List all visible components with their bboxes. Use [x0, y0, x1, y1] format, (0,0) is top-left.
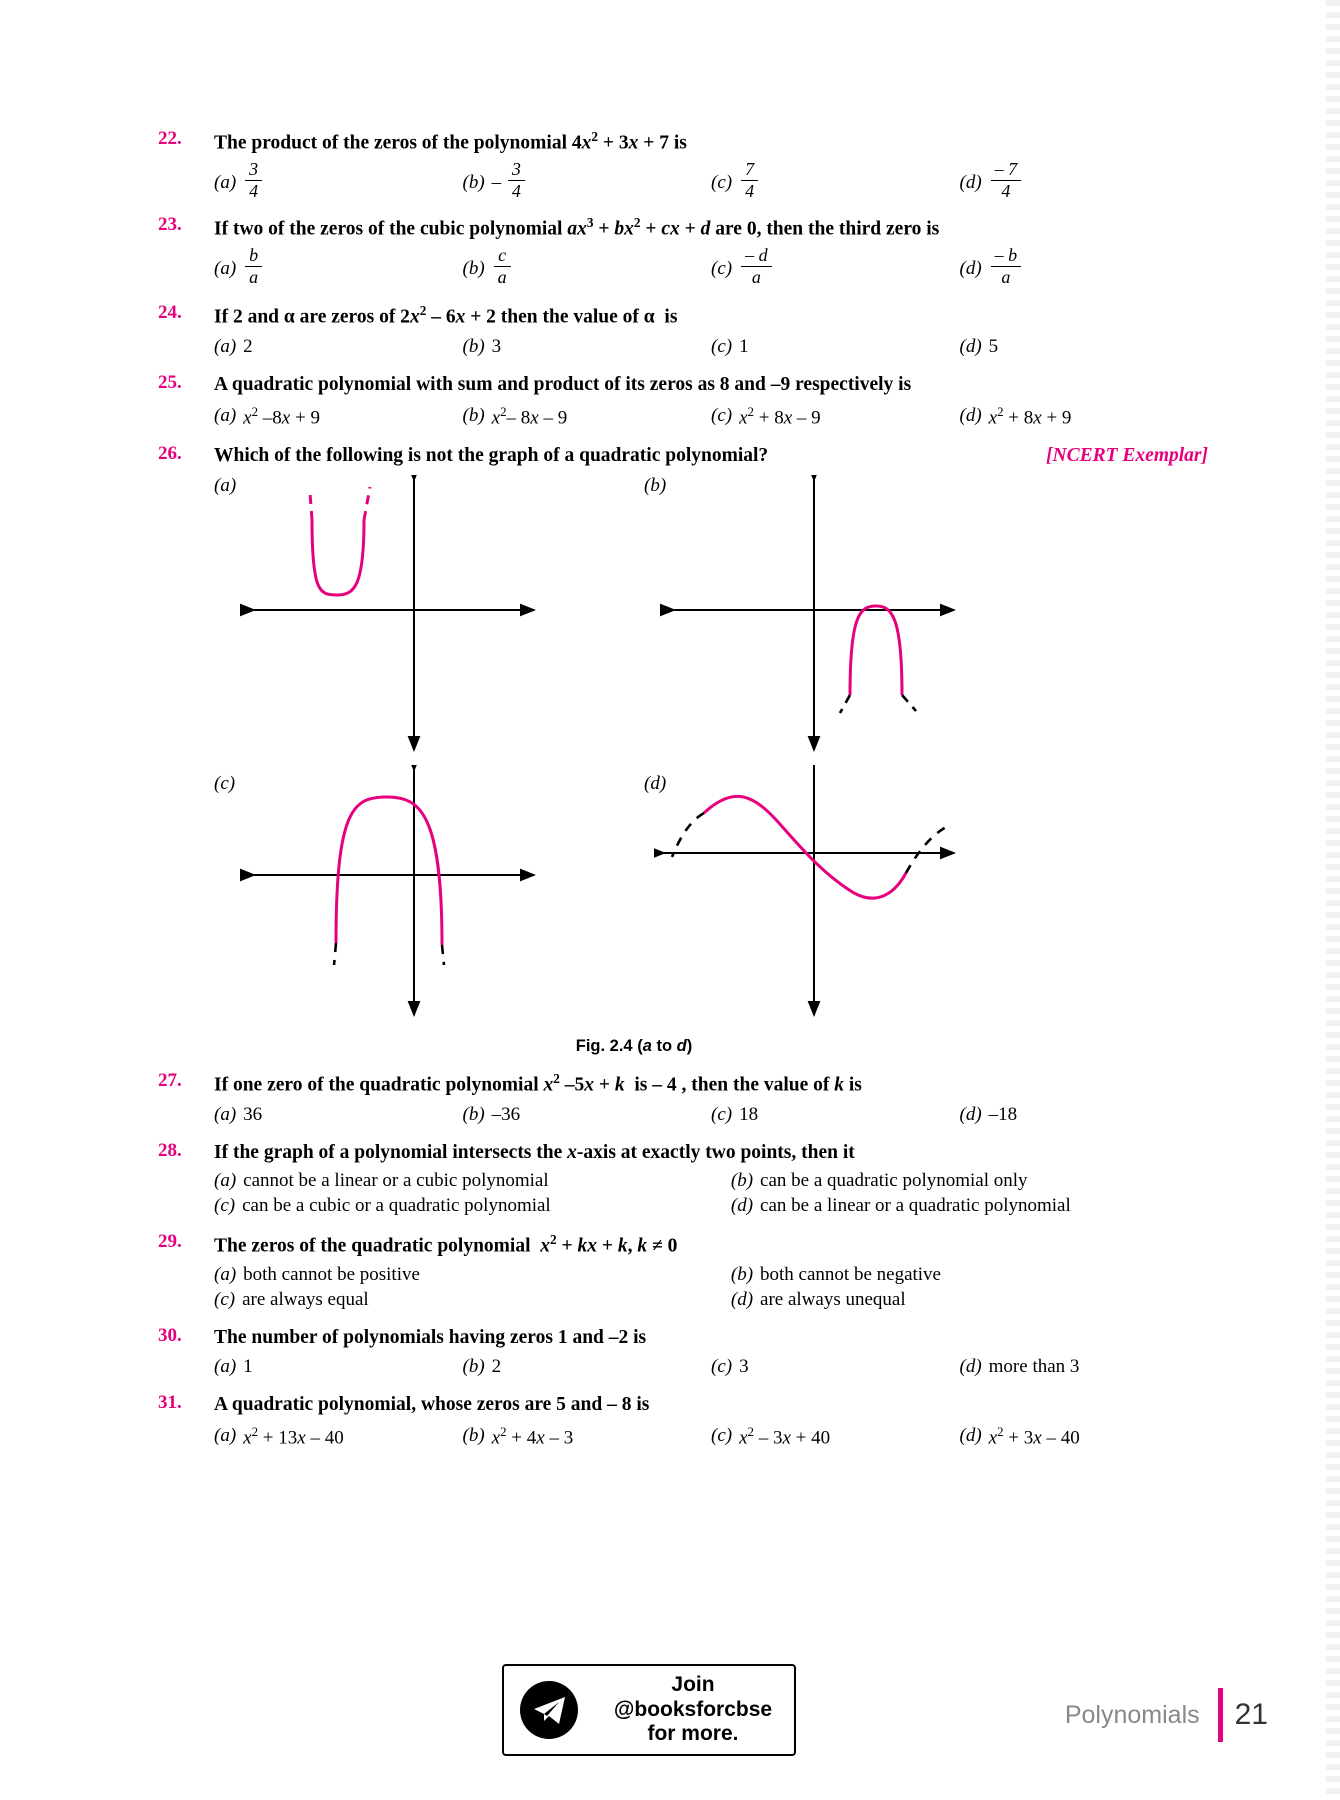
telegram-icon [520, 1681, 578, 1739]
question-27 [158, 1070, 1208, 1126]
options-row [214, 404, 1208, 429]
options-row [214, 1104, 1208, 1126]
option-a[interactable] [214, 1356, 463, 1378]
option-label: (d) [959, 172, 982, 193]
option-b[interactable] [731, 1170, 1028, 1192]
subfigure-label-a: (a) [214, 475, 237, 497]
page-footer [0, 1664, 1340, 1784]
option-value: both cannot be positive [243, 1264, 420, 1286]
question-28 [158, 1140, 1208, 1217]
telegram-promo-text [592, 1673, 794, 1747]
option-label: (b) [730, 1170, 754, 1192]
option-value: 3 [491, 336, 502, 358]
option-value: $\frac{- d}{a}$ [741, 246, 772, 288]
option-value: $x^2-$ 8x – 9 [491, 403, 568, 428]
subfigure-label-d: (d) [644, 773, 667, 795]
footer-page-info [1065, 1688, 1268, 1742]
option-label: (d) [730, 1195, 754, 1217]
option-value: 3 [739, 1356, 749, 1378]
question-number: 27. [158, 1070, 182, 1092]
option-label: (c) [214, 1195, 236, 1217]
graph-a [224, 475, 624, 765]
option-a[interactable] [214, 404, 463, 429]
option-value: can be a cubic or a quadratic polynomial [242, 1195, 551, 1217]
question-number: 29. [158, 1231, 182, 1253]
question-text: The zeros of the quadratic polynomial $x^2$ + kx + k, k ≠ 0 [214, 1232, 678, 1257]
option-d[interactable] [960, 404, 1209, 429]
question-number: 26. [158, 442, 182, 464]
options-row [214, 158, 1208, 204]
graph-b [654, 475, 1054, 765]
option-value: cannot be a linear or a cubic polynomial [243, 1170, 549, 1192]
option-label: (c) [711, 258, 733, 280]
question-23 [158, 214, 1208, 290]
question-text: If the graph of a polynomial intersects the x-axis at exactly two points, then it [214, 1141, 855, 1163]
question-30 [158, 1325, 1208, 1378]
question-text: A quadratic polynomial, whose zeros are 5 and – 8 is [214, 1394, 650, 1416]
graph-d [651, 765, 1054, 1065]
question-text: The number of polynomials having zeros 1 and –2 is [214, 1327, 647, 1349]
option-label: (a) [214, 1425, 237, 1447]
option-value: $x^2 + 3x - 40$ [988, 1423, 1080, 1449]
options-row-1 [214, 1264, 1208, 1286]
question-number: 25. [158, 372, 182, 394]
option-a[interactable] [214, 245, 463, 290]
option-value: $x^2 + 8x + 9$ [988, 403, 1072, 428]
option-c[interactable] [711, 404, 960, 429]
figure-caption-a: a [642, 1037, 652, 1056]
option-d[interactable] [960, 336, 1209, 358]
option-value: $x^2$ –8x + 9 [243, 403, 320, 428]
option-label: (b) [462, 1425, 485, 1447]
option-label: (b) [462, 172, 485, 193]
telegram-glyph [532, 1695, 568, 1727]
option-label: (c) [711, 1356, 733, 1378]
option-value: $\frac{c}{a}$ [494, 246, 511, 288]
option-label: (a) [214, 1103, 237, 1125]
option-a[interactable] [214, 336, 463, 358]
option-value: $\frac{3}{4}$ [245, 160, 262, 202]
question-text: The product of the zeros of the polynomial $4x^2 + 3x + 7$ is [214, 129, 687, 154]
option-value: are always equal [242, 1289, 369, 1311]
option-value: more than 3 [988, 1356, 1080, 1378]
question-24 [158, 302, 1208, 358]
option-a[interactable] [214, 1264, 731, 1286]
option-c[interactable] [711, 158, 960, 204]
option-b[interactable] [463, 1356, 712, 1378]
option-value: are always unequal [760, 1289, 906, 1311]
option-value: $\frac{- b}{a}$ [991, 246, 1022, 288]
option-label: (c) [711, 172, 733, 193]
option-label: (b) [462, 1356, 485, 1378]
option-value: –36 [491, 1103, 521, 1125]
option-label: (a) [214, 1264, 237, 1286]
option-value: 36 [243, 1103, 263, 1125]
options-row [214, 1424, 1208, 1449]
chapter-name: Polynomials [1064, 1700, 1200, 1729]
page-edge-decoration [1326, 0, 1340, 1800]
option-label: (a) [214, 1170, 237, 1192]
figure-caption-d: d [676, 1037, 687, 1056]
telegram-promo-box[interactable] [502, 1664, 796, 1756]
option-label: (d) [959, 1103, 982, 1125]
option-c[interactable] [711, 336, 960, 358]
figure-caption-mid: to [651, 1037, 677, 1056]
options-list [214, 1170, 1208, 1217]
option-a[interactable] [214, 1170, 731, 1192]
figure-caption-suffix: ) [686, 1037, 693, 1056]
option-value: can be a quadratic polynomial only [760, 1170, 1028, 1192]
question-26 [158, 443, 1208, 1056]
option-label: (d) [959, 1356, 982, 1378]
option-a[interactable] [214, 1104, 463, 1126]
option-label: (b) [462, 258, 485, 280]
options-row-1 [214, 1170, 1208, 1192]
option-b[interactable] [462, 158, 712, 204]
option-value: can be a linear or a quadratic polynomial [760, 1195, 1071, 1217]
options-row [214, 245, 1208, 290]
option-label: (a) [214, 405, 237, 427]
question-text: [NCERT Exemplar] Which of the following is not the graph of a quadratic polynomial? [214, 443, 1208, 469]
option-value: $\frac{7}{4}$ [741, 160, 758, 202]
option-c[interactable] [711, 245, 960, 290]
question-text: If 2 and α are zeros of $2x^2 - 6x + 2$ then the value of α is [214, 303, 678, 328]
option-value: 18 [739, 1103, 759, 1125]
option-label: (a) [214, 336, 237, 358]
option-value: $\frac{3}{4}$ [508, 160, 525, 202]
question-22 [158, 128, 1208, 204]
option-value: $x^2 + 8x - 9$ [739, 403, 821, 428]
option-c[interactable] [214, 1195, 731, 1217]
option-label: (b) [730, 1264, 754, 1286]
option-label: (c) [711, 405, 733, 427]
option-value: both cannot be negative [760, 1264, 941, 1286]
option-d[interactable] [731, 1289, 906, 1311]
figure-2-4 [214, 475, 1204, 1035]
option-value: $\frac{- 7}{4}$ [991, 160, 1022, 202]
option-value: 1 [739, 336, 749, 358]
option-value: –18 [988, 1103, 1018, 1125]
option-d[interactable] [960, 1356, 1209, 1378]
option-d[interactable] [731, 1195, 1071, 1217]
figure-caption-prefix: Fig. 2.4 ( [575, 1037, 643, 1056]
minus-sign: – [491, 172, 506, 193]
option-b[interactable] [463, 1104, 712, 1126]
promo-line-2: @booksforcbse [613, 1697, 773, 1721]
option-label: (a) [214, 1356, 237, 1378]
option-label: (d) [959, 336, 982, 358]
option-value: 2 [491, 1356, 502, 1378]
option-b[interactable] [463, 404, 712, 429]
option-b[interactable] [462, 245, 712, 290]
option-label: (c) [214, 1289, 236, 1311]
option-value: 5 [988, 336, 999, 358]
question-text: A quadratic polynomial with sum and product of its zeros as 8 and –9 respectively is [214, 374, 912, 396]
question-text: If one zero of the quadratic polynomial $x^2$ –5x + k is – 4 , then the value of k is [214, 1071, 862, 1096]
option-d[interactable] [959, 158, 1209, 204]
option-value: 2 [243, 336, 253, 358]
options-list [214, 1264, 1208, 1311]
question-number: 23. [158, 214, 182, 236]
option-a[interactable] [214, 1424, 463, 1449]
option-b[interactable] [463, 1424, 712, 1449]
question-25 [158, 372, 1208, 429]
option-value: 1 [243, 1356, 253, 1378]
options-row-2 [214, 1289, 1208, 1311]
options-row [214, 336, 1208, 358]
question-number: 22. [158, 128, 182, 149]
option-value: $x^2 + 13x - 40$ [243, 1423, 344, 1449]
question-text: If two of the zeros of the cubic polynomial $ax^3 + bx^2$ + cx + d are 0, then the third zero is [214, 215, 940, 240]
option-label: (b) [462, 336, 485, 358]
option-label: (d) [959, 405, 982, 427]
question-number: 31. [158, 1392, 182, 1414]
question-31 [158, 1392, 1208, 1449]
option-a[interactable] [214, 158, 463, 204]
page-accent-bar [1218, 1688, 1223, 1742]
source-tag: [NCERT Exemplar] [1046, 444, 1208, 466]
option-label: (d) [959, 1425, 982, 1447]
option-label: (c) [711, 1425, 733, 1447]
option-d[interactable] [960, 1104, 1209, 1126]
subfigure-label-c: (c) [214, 773, 236, 795]
option-c[interactable] [214, 1289, 731, 1311]
options-row-2 [214, 1195, 1208, 1217]
question-number: 28. [158, 1139, 182, 1161]
option-label: (d) [730, 1289, 754, 1311]
graph-c [224, 765, 624, 1065]
option-label: (c) [711, 1103, 733, 1125]
promo-line-3: for more. [647, 1722, 739, 1746]
question-number: 24. [158, 302, 182, 324]
subfigure-label-b: (b) [644, 475, 667, 497]
option-label: (a) [214, 172, 237, 193]
option-b[interactable] [731, 1264, 941, 1286]
question-29 [158, 1231, 1208, 1311]
option-value: $x^2 - 3x + 40$ [739, 1423, 831, 1449]
option-label: (b) [462, 405, 485, 427]
option-label: (c) [711, 336, 733, 358]
options-row [214, 1356, 1208, 1378]
option-b[interactable] [463, 336, 712, 358]
page-content [158, 128, 1208, 1453]
option-c[interactable] [711, 1356, 960, 1378]
option-value: $x^2 + 4x - 3$ [491, 1423, 574, 1449]
option-label: (b) [462, 1103, 485, 1125]
page-number: 21 [1234, 1698, 1268, 1731]
option-label: (a) [214, 258, 237, 280]
question-number: 30. [158, 1325, 182, 1347]
option-c[interactable] [711, 1424, 960, 1449]
option-label: (d) [959, 258, 982, 280]
promo-line-1: Join [671, 1672, 715, 1696]
option-value: $\frac{b}{a}$ [245, 246, 262, 288]
option-d[interactable] [960, 1424, 1209, 1449]
option-d[interactable] [959, 245, 1209, 290]
option-c[interactable] [711, 1104, 960, 1126]
